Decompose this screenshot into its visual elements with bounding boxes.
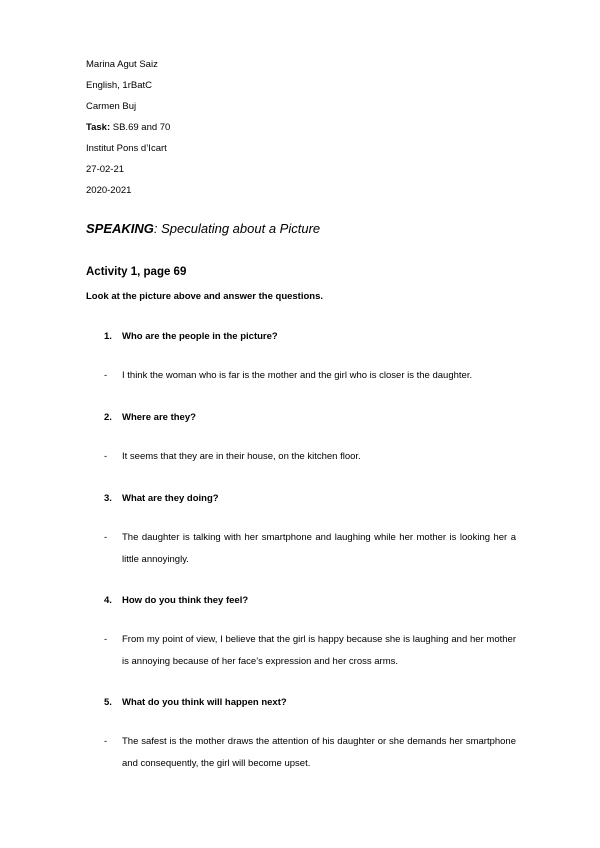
answer-3 (104, 527, 516, 570)
answer-text: The safest is the mother draws the attention of his daughter or she demands her smartphone and consequently, the girl will become upset. (122, 736, 516, 769)
answer-text: It seems that they are in their house, on the kitchen floor. (122, 451, 361, 462)
section-title (86, 221, 320, 236)
question-number: 1. (104, 331, 112, 342)
answer-text: From my point of view, I believe that the girl is happy because she is laughing and her mother is annoying because of her face’s expression and her cross arms. (122, 634, 516, 667)
bullet-dash: - (104, 634, 108, 645)
question-text: Where are they? (122, 412, 196, 423)
question-3 (104, 493, 219, 504)
question-text: What do you think will happen next? (122, 697, 287, 708)
answer-2 (104, 446, 516, 468)
question-text: Who are the people in the picture? (122, 331, 278, 342)
school-year: 2020-2021 (86, 185, 132, 196)
question-5 (104, 697, 287, 708)
bullet-dash: - (104, 532, 108, 543)
answer-4 (104, 629, 516, 672)
answer-text: The daughter is talking with her smartphone and laughing while her mother is looking her a little annoyingly. (122, 532, 516, 565)
question-number: 5. (104, 697, 112, 708)
question-number: 2. (104, 412, 112, 423)
answer-5 (104, 731, 516, 774)
question-text: What are they doing? (122, 493, 219, 504)
section-title-rest: : Speculating about a Picture (153, 221, 321, 236)
instruction: Look at the picture above and answer the questions. (86, 291, 324, 302)
course: English, 1rBatC (86, 80, 153, 91)
task-value: SB.69 and 70 (110, 122, 171, 133)
teacher-name: Carmen Buj (86, 101, 137, 112)
student-name: Marina Agut Saiz (86, 59, 158, 70)
question-2 (104, 412, 196, 423)
bullet-dash: - (104, 736, 108, 747)
activity-heading: Activity 1, page 69 (86, 266, 187, 278)
section-title-bold: SPEAKING (86, 221, 154, 236)
bullet-dash: - (104, 451, 108, 462)
question-4 (104, 595, 248, 606)
bullet-dash: - (104, 370, 108, 381)
question-text: How do you think they feel? (122, 595, 249, 606)
answer-1 (104, 365, 516, 387)
answer-text: I think the woman who is far is the mother and the girl who is closer is the daughter. (122, 370, 473, 381)
task-line (86, 122, 170, 134)
question-1 (104, 331, 278, 342)
question-number: 4. (104, 595, 112, 606)
school-name: Institut Pons d’Icart (86, 143, 167, 154)
question-number: 3. (104, 493, 112, 504)
task-label: Task: (86, 122, 111, 133)
date: 27-02-21 (86, 164, 125, 175)
